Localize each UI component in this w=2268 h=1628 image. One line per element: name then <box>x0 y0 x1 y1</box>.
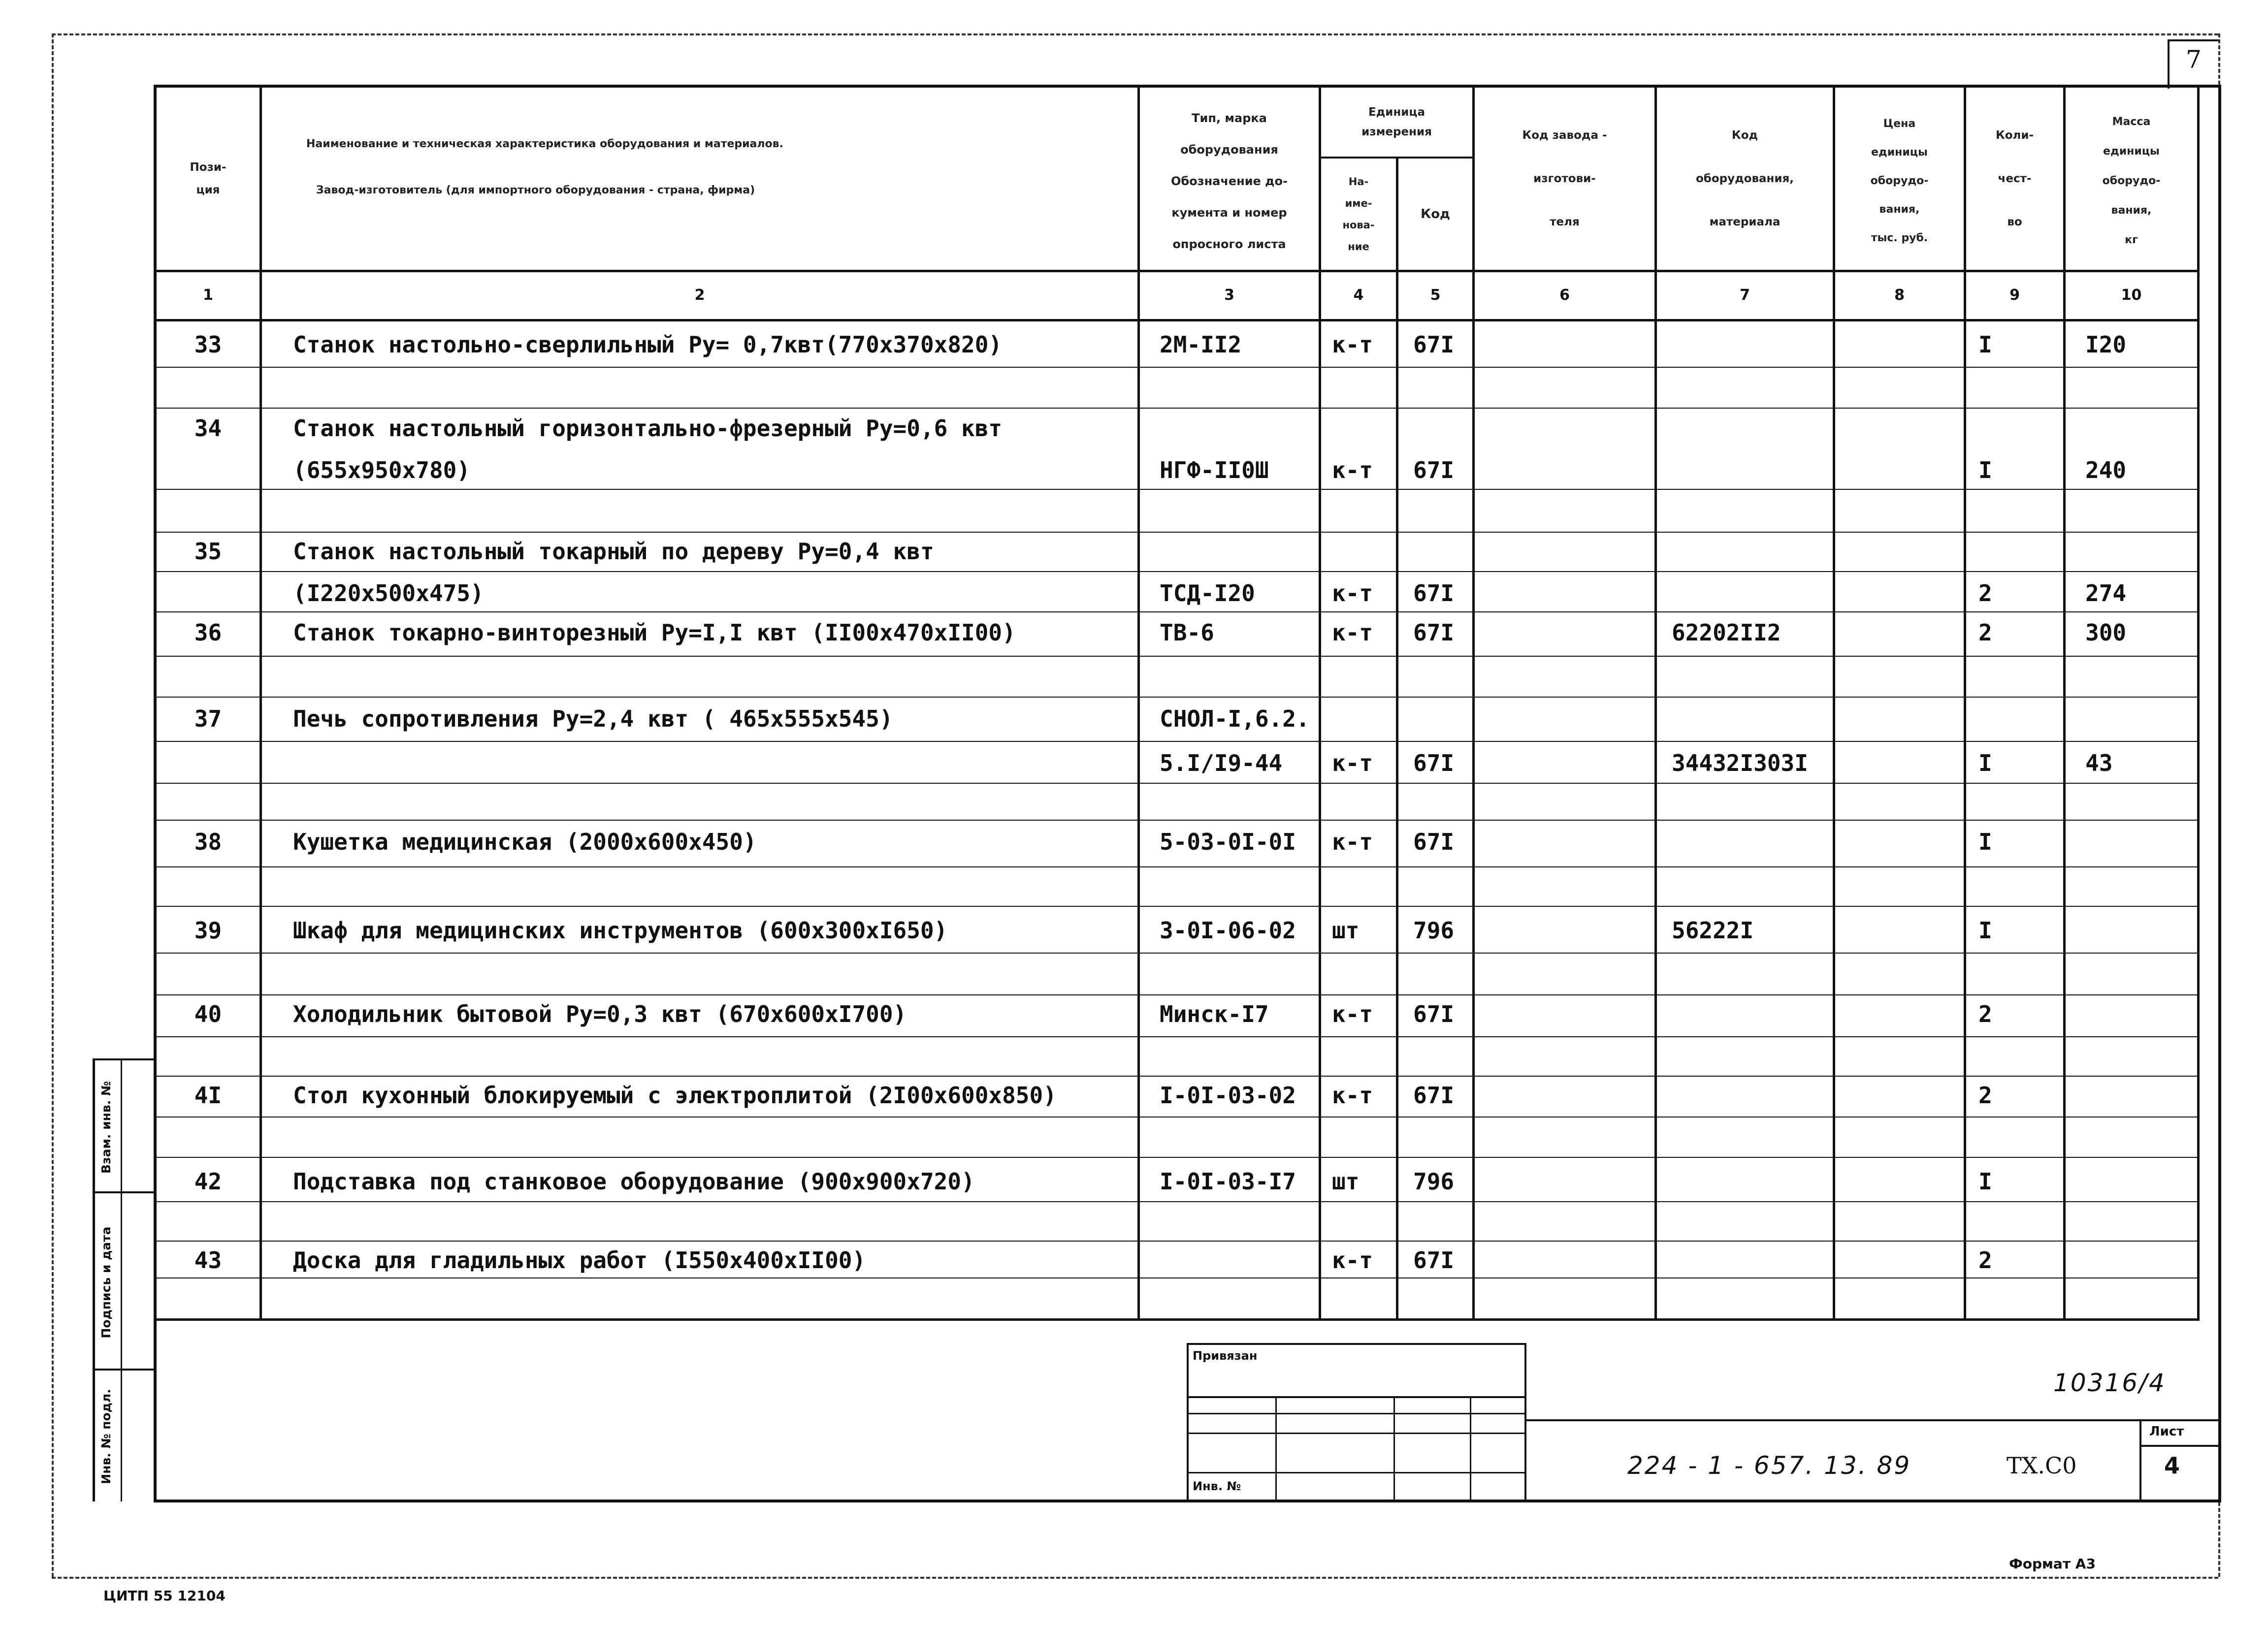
cell-unit-code: 67I <box>1413 619 1455 646</box>
row-separator <box>157 656 2198 657</box>
header-unit: Единица измерения <box>1361 106 1432 138</box>
cell-mass: 240 <box>2085 457 2127 483</box>
header-plant-code: Код заводa - изготови- теля <box>1522 129 1607 228</box>
header-qty: Коли- чест- во <box>1995 129 2034 228</box>
stamp-col3 <box>1470 1396 1471 1501</box>
header-unit-name: На- име- нова- ние <box>1342 175 1375 253</box>
row-separator <box>157 994 2198 995</box>
cell-mark: 5-03-0I-0I <box>1160 829 1296 855</box>
cell-qty: 2 <box>1978 580 1992 607</box>
row-separator <box>157 571 2198 572</box>
title-block-top <box>1526 1419 2221 1421</box>
cell-position: 33 <box>194 331 222 358</box>
cell-position: 42 <box>194 1168 222 1195</box>
cell-qty: 2 <box>1978 619 1992 646</box>
cell-mass: I20 <box>2085 331 2127 358</box>
colnum-6: 6 <box>1559 287 1570 304</box>
cell-unit: к-т <box>1332 331 1373 358</box>
outer-border-bottom <box>52 1577 2218 1579</box>
cell-unit: к-т <box>1332 1082 1373 1109</box>
sheet-code: ТХ.С0 <box>2007 1452 2077 1479</box>
bottom-left-code: ЦИТП 55 12104 <box>103 1588 226 1604</box>
header-mark: Тип, марка оборудования Обозначение до- кумента и номер опросного листа <box>1171 111 1288 251</box>
cell-name: Шкаф для медицинских инструментов (600х300хI650) <box>293 917 948 944</box>
cell-position: 35 <box>194 538 222 565</box>
colnum-bottom-line <box>154 319 2200 321</box>
format-label: Формат А3 <box>2009 1556 2096 1572</box>
outer-border-left <box>52 33 54 1577</box>
colnum-8: 8 <box>1894 287 1905 304</box>
colnum-3: 3 <box>1224 287 1234 304</box>
row-separator <box>157 783 2198 784</box>
row-separator <box>157 367 2198 368</box>
row-separator <box>157 1036 2198 1037</box>
col-line-9 <box>2063 85 2066 1320</box>
cell-mark: I-0I-03-02 <box>1160 1082 1296 1109</box>
row-separator <box>157 953 2198 954</box>
cell-mark: 5.I/I9-44 <box>1160 750 1283 776</box>
list-label: Лист <box>2149 1424 2184 1439</box>
cell-qty: 2 <box>1978 1247 1992 1274</box>
cell-position: 34 <box>194 415 222 442</box>
header-name-line2: Завод-изготовитель (для импортного оборудования - страна, фирма) <box>316 184 755 196</box>
row-separator <box>157 741 2198 742</box>
cell-unit-code: 796 <box>1413 1168 1455 1195</box>
cell-mark: НГФ-II0Ш <box>1160 457 1269 483</box>
cell-unit-code: 67I <box>1413 1001 1455 1027</box>
cell-name: Печь сопротивления Ру=2,4 квт ( 465х555х545) <box>293 705 893 732</box>
cell-name: (I220х500х475) <box>293 580 484 607</box>
cell-qty: 2 <box>1978 1082 1992 1109</box>
cell-name: (655х950х780) <box>293 457 471 483</box>
sheet-corner-number: 7 <box>2186 45 2202 74</box>
cell-unit-code: 67I <box>1413 580 1455 607</box>
doc-code: 224 - 1 - 657. 13. 89 <box>1627 1451 1912 1480</box>
cell-mark: Минск-I7 <box>1160 1001 1269 1027</box>
stamp-top <box>1187 1343 1526 1345</box>
colnum-5: 5 <box>1430 287 1441 304</box>
cell-position: 43 <box>194 1247 222 1274</box>
stamp-row1 <box>1187 1396 1526 1398</box>
stamp-right <box>1524 1343 1526 1501</box>
cell-mark: I-0I-03-I7 <box>1160 1168 1296 1195</box>
col-line-5 <box>1472 85 1475 1320</box>
cell-name: Холодильник бытовой Ру=0,3 квт (670х600хI700) <box>293 1001 907 1027</box>
corner-box-top <box>2168 39 2218 41</box>
cell-unit-code: 67I <box>1413 457 1455 483</box>
corner-box-left <box>2168 39 2170 89</box>
cell-unit: к-т <box>1332 829 1373 855</box>
col-line-4 <box>1396 157 1398 1320</box>
side-stamp-inner <box>121 1058 122 1501</box>
stamp-privyazan: Привязан <box>1193 1349 1258 1363</box>
cell-name: Доска для гладильных работ (I550х400хII00) <box>293 1247 866 1274</box>
colnum-1: 1 <box>203 287 213 304</box>
col-line-1 <box>259 85 262 1320</box>
cell-position: 40 <box>194 1001 222 1027</box>
cell-unit-code: 67I <box>1413 1247 1455 1274</box>
cell-qty: I <box>1978 1168 1992 1195</box>
cell-qty: I <box>1978 457 1992 483</box>
col-line-3 <box>1319 85 1321 1320</box>
side-label-inv: Инв. № подл. <box>99 1389 113 1484</box>
row-separator <box>157 820 2198 821</box>
cell-unit: к-т <box>1332 580 1373 607</box>
cell-qty: I <box>1978 917 1992 944</box>
header-price: Цена единицы оборудо- вания, тыс. руб. <box>1870 117 1929 244</box>
cell-unit: к-т <box>1332 750 1373 776</box>
side-label-podpis: Подпись и дата <box>99 1226 113 1339</box>
row-separator <box>157 866 2198 867</box>
row-separator <box>157 489 2198 490</box>
cell-unit-code: 67I <box>1413 331 1455 358</box>
cell-name: Подставка под станковое оборудование (900х900х720) <box>293 1168 975 1195</box>
header-equip-code: Код оборудования, материала <box>1695 129 1794 228</box>
side-label-vzam: Взам. инв. № <box>99 1081 113 1174</box>
cell-mass: 43 <box>2085 750 2113 776</box>
cell-position: 38 <box>194 829 222 855</box>
row-separator <box>157 1241 2198 1242</box>
cell-name: Кушетка медицинская (2000х600х450) <box>293 829 757 855</box>
row-separator <box>157 697 2198 698</box>
cell-name: Станок настольный токарный по дереву Ру=0,4 квт <box>293 538 934 565</box>
cell-equip-code: 56222I <box>1672 917 1754 944</box>
col-line-2 <box>1137 85 1140 1320</box>
frame-top <box>154 85 2221 88</box>
cell-mark: 2М-II2 <box>1160 331 1242 358</box>
cell-name: Стол кухонный блокируемый с электроплитой (2I00х600х850) <box>293 1082 1057 1109</box>
colnum-9: 9 <box>2009 287 2020 304</box>
col-line-8 <box>1964 85 1966 1320</box>
header-position: Пози- ция <box>190 161 227 196</box>
stamp-row2 <box>1187 1413 1526 1414</box>
outer-border-top <box>52 33 2218 35</box>
header-unit-code: Код <box>1420 206 1451 222</box>
stamp-inv-handwritten: 10316/4 <box>2053 1369 2166 1397</box>
row-separator <box>157 1076 2198 1077</box>
cell-position: 36 <box>194 619 222 646</box>
cell-qty: I <box>1978 750 1992 776</box>
table-bottom-line <box>154 1318 2200 1321</box>
cell-name: Станок токарно-винторезный Ру=I,I квт (II00х470хII00) <box>293 619 1016 646</box>
list-number: 4 <box>2164 1452 2180 1479</box>
header-mass: Масса единицы оборудо- вания, кг <box>2102 115 2161 246</box>
cell-qty: 2 <box>1978 1001 1992 1027</box>
header-name-line1: Наименование и техническая характеристика оборудования и материалов. <box>306 138 783 150</box>
side-stamp-top <box>93 1058 156 1060</box>
row-separator <box>157 1157 2198 1158</box>
stamp-row4 <box>1187 1472 1526 1473</box>
cell-position: 39 <box>194 917 222 944</box>
cell-mark: ТВ-6 <box>1160 619 1214 646</box>
col-line-7 <box>1833 85 1835 1320</box>
side-stamp-left <box>93 1058 95 1501</box>
cell-qty: I <box>1978 331 1992 358</box>
row-separator <box>157 906 2198 907</box>
colnum-2: 2 <box>694 287 705 304</box>
cell-qty: I <box>1978 829 1992 855</box>
row-separator <box>157 408 2198 409</box>
cell-unit: к-т <box>1332 457 1373 483</box>
col-line-6 <box>1654 85 1657 1320</box>
frame-right <box>2218 85 2221 1502</box>
cell-unit-code: 67I <box>1413 750 1455 776</box>
row-separator <box>157 1277 2198 1278</box>
row-separator <box>157 1201 2198 1202</box>
stamp-inv-no: Инв. № <box>1193 1479 1241 1493</box>
row-separator <box>157 611 2198 612</box>
cell-position: 37 <box>194 705 222 732</box>
cell-unit-code: 67I <box>1413 829 1455 855</box>
row-separator <box>157 532 2198 533</box>
cell-mark: 3-0I-06-02 <box>1160 917 1296 944</box>
cell-mark: СНОЛ-I,6.2. <box>1160 705 1310 732</box>
stamp-row3 <box>1187 1433 1526 1434</box>
cell-name: Станок настольный горизонтально-фрезерный Ру=0,6 квт <box>293 415 1003 442</box>
header-bottom-line <box>154 270 2200 272</box>
colnum-10: 10 <box>2121 287 2142 304</box>
title-block-list-left <box>2139 1419 2141 1500</box>
cell-unit: к-т <box>1332 619 1373 646</box>
col-line-10 <box>2197 85 2200 1320</box>
colnum-4: 4 <box>1353 287 1364 304</box>
colnum-7: 7 <box>1740 287 1750 304</box>
cell-equip-code: 62202II2 <box>1672 619 1781 646</box>
cell-unit: к-т <box>1332 1247 1373 1274</box>
cell-mark: ТСД-I20 <box>1160 580 1255 607</box>
cell-unit: к-т <box>1332 1001 1373 1027</box>
stamp-left <box>1187 1343 1189 1501</box>
cell-unit: шт <box>1332 917 1360 944</box>
cell-unit-code: 67I <box>1413 1082 1455 1109</box>
cell-mass: 274 <box>2085 580 2127 607</box>
title-block-list-div <box>2139 1445 2221 1447</box>
stamp-col1 <box>1275 1396 1277 1501</box>
cell-mass: 300 <box>2085 619 2127 646</box>
cell-unit: шт <box>1332 1168 1360 1195</box>
cell-equip-code: 34432I303I <box>1672 750 1808 776</box>
cell-name: Станок настольно-сверлильный Ру= 0,7квт(770х370х820) <box>293 331 1003 358</box>
cell-position: 4I <box>194 1082 222 1109</box>
stamp-col2 <box>1393 1396 1395 1501</box>
cell-unit-code: 796 <box>1413 917 1455 944</box>
